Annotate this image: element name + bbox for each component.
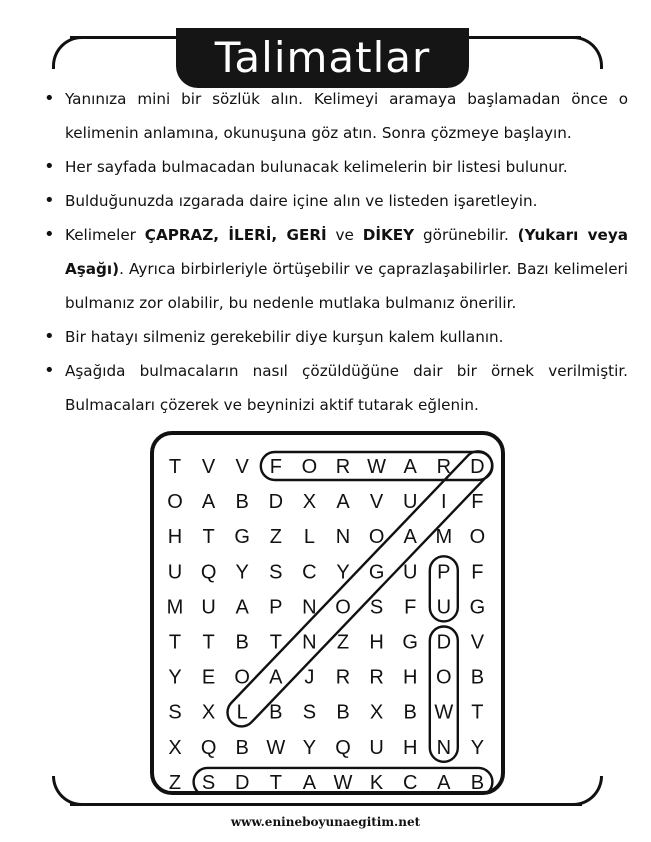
grid-letter: B xyxy=(336,701,350,724)
grid-letter: K xyxy=(369,771,384,791)
grid-letter: J xyxy=(304,666,315,689)
grid-letter: Z xyxy=(269,526,282,549)
grid-letter: Y xyxy=(302,736,317,759)
instruction-text: Bir hatayı silmeniz gerekebilir diye kurşun kalem kullanın. xyxy=(65,328,504,346)
grid-letter: A xyxy=(201,491,216,514)
grid-letter: D xyxy=(234,771,250,791)
grid-letter: H xyxy=(402,666,418,689)
grid-letter: X xyxy=(302,491,317,514)
instruction-item xyxy=(40,354,628,422)
grid-letter: L xyxy=(236,701,248,724)
grid-letter: V xyxy=(470,631,485,654)
grid-letter: V xyxy=(235,456,249,478)
grid-letter: A xyxy=(336,491,350,514)
grid-letter: O xyxy=(301,456,318,478)
frame-top-left-corner xyxy=(52,36,85,69)
grid-letter: C xyxy=(402,771,418,791)
grid-letter: T xyxy=(202,526,215,549)
grid-letter: U xyxy=(201,596,216,619)
grid-letter: H xyxy=(402,736,418,759)
instruction-text: Yanınıza mini bir sözlük alın. Kelimeyi aramaya başlamadan önce o kelimenin anlamına, okunuşuna göz atın. Sonra çözmeye başlayın. xyxy=(65,90,628,142)
grid-letter: U xyxy=(402,491,418,514)
grid-letter: A xyxy=(302,771,317,791)
grid-letter: Y xyxy=(168,666,182,689)
instruction-text: görünebilir. xyxy=(414,226,518,244)
grid-letter: E xyxy=(201,666,216,689)
instruction-text: . Ayrıca birbirleriyle örtüşebilir ve çaprazlaşabilirler. Bazı kelimeleri bulmanız zor olabilir, bu nedenle mutlaka bulmanız önerilir. xyxy=(65,260,628,312)
grid-letter: B xyxy=(235,491,249,514)
instruction-item xyxy=(40,218,628,320)
grid-letter: W xyxy=(367,456,387,478)
grid-letter: U xyxy=(167,561,183,584)
grid-letter: C xyxy=(302,561,317,584)
frame-top-right-line xyxy=(467,36,581,39)
grid-letter: X xyxy=(168,736,182,759)
grid-letter: R xyxy=(335,456,351,478)
word-search-grid xyxy=(150,431,505,795)
grid-letter: N xyxy=(302,631,317,654)
instruction-text: ve xyxy=(326,226,363,244)
grid-letter: X xyxy=(369,701,384,724)
grid-letter: B xyxy=(269,701,283,724)
instruction-bold-text: (Yukarı veya Aşağı) xyxy=(65,226,628,278)
grid-letter: N xyxy=(436,736,452,759)
instruction-bold-text: DİKEY xyxy=(362,226,415,244)
grid-letter: U xyxy=(369,736,384,759)
instruction-text: Her sayfada bulmacadan bulunacak kelimelerin bir listesi bulunur. xyxy=(65,158,568,176)
grid-letter: R xyxy=(436,456,452,478)
grid-letter: O xyxy=(167,491,183,514)
frame-bottom-left-corner xyxy=(52,776,85,806)
grid-letter: Z xyxy=(168,771,182,791)
grid-letter: D xyxy=(436,631,452,654)
grid-letter: D xyxy=(268,491,284,514)
found-word-outline xyxy=(222,445,498,732)
grid-letter: X xyxy=(201,701,216,724)
grid-letter: G xyxy=(234,526,250,549)
grid-letter: Z xyxy=(336,631,350,654)
grid-letter: R xyxy=(369,666,384,689)
grid-letter: L xyxy=(303,526,315,549)
frame-top-left-line xyxy=(70,36,178,39)
page-title: Talimatlar xyxy=(214,33,431,82)
instruction-list xyxy=(40,82,628,422)
grid-letter: Y xyxy=(235,561,249,584)
grid-letter: A xyxy=(403,456,417,478)
grid-letter: Y xyxy=(470,736,485,759)
word-search-svg xyxy=(154,435,501,791)
grid-letter: O xyxy=(335,596,351,619)
instruction-bold-text: ÇAPRAZ, İLERİ, GERİ xyxy=(144,226,327,244)
instruction-item xyxy=(40,320,628,354)
instruction-text: Bulduğunuzda ızgarada daire içine alın ve listeden işaretleyin. xyxy=(65,192,538,210)
grid-letter: Q xyxy=(200,736,217,759)
instruction-item xyxy=(40,82,628,150)
grid-letter: H xyxy=(167,526,183,549)
grid-letter: V xyxy=(201,456,216,478)
grid-letter: W xyxy=(434,701,454,724)
grid-letter: T xyxy=(202,631,215,654)
grid-letter: O xyxy=(436,666,452,689)
grid-letter: D xyxy=(470,456,485,478)
grid-letter: B xyxy=(403,701,417,724)
grid-letter: S xyxy=(302,701,317,724)
grid-letter: F xyxy=(269,456,282,478)
grid-letter: M xyxy=(435,526,453,549)
grid-letter: S xyxy=(269,561,283,584)
grid-letter: V xyxy=(369,491,384,514)
frame-bottom-line xyxy=(70,803,582,806)
grid-letter: P xyxy=(269,596,283,619)
instruction-text: Aşağıda bulmacaların nasıl çözüldüğüne dair bir örnek verilmiştir. Bulmacaları çözerek ve beyninizi aktif tutarak eğlenin. xyxy=(65,362,628,414)
grid-letter: U xyxy=(402,561,418,584)
instruction-text: Kelimeler xyxy=(65,226,145,244)
grid-letter: F xyxy=(471,491,484,514)
grid-letter: T xyxy=(269,771,282,791)
grid-letter: R xyxy=(335,666,351,689)
grid-letter: A xyxy=(235,596,249,619)
grid-letter: Q xyxy=(335,736,351,759)
grid-letter: S xyxy=(168,701,182,724)
footer-url: www.enineboyunaegitim.net xyxy=(230,815,421,829)
grid-letter: G xyxy=(402,631,418,654)
frame-top-right-corner xyxy=(570,36,603,69)
grid-letter: U xyxy=(436,596,452,619)
frame-bottom-right-corner xyxy=(570,776,603,806)
instruction-item xyxy=(40,150,628,184)
grid-letter: B xyxy=(235,736,249,759)
grid-letter: N xyxy=(335,526,351,549)
grid-letter: O xyxy=(234,666,250,689)
grid-letter: G xyxy=(368,561,385,584)
grid-letter: N xyxy=(302,596,317,619)
grid-letter: T xyxy=(168,631,182,654)
grid-letter: S xyxy=(369,596,384,619)
grid-letter: G xyxy=(469,596,486,619)
grid-letter: H xyxy=(369,631,384,654)
grid-letter: B xyxy=(235,631,249,654)
grid-letter: B xyxy=(470,666,485,689)
grid-letter: A xyxy=(269,666,283,689)
grid-letter: M xyxy=(166,596,184,619)
grid-letter: S xyxy=(201,771,216,791)
grid-letter: O xyxy=(469,526,486,549)
grid-letter: F xyxy=(471,561,484,584)
grid-letter: F xyxy=(404,596,417,619)
grid-letter: A xyxy=(403,526,417,549)
grid-letter: T xyxy=(471,701,484,724)
grid-letter: A xyxy=(437,771,451,791)
grid-letter: W xyxy=(333,771,353,791)
grid-letter: T xyxy=(269,631,282,654)
grid-letter: I xyxy=(441,491,447,514)
grid-letter: Q xyxy=(200,561,217,584)
grid-letter: P xyxy=(437,561,451,584)
grid-letter: Y xyxy=(336,561,350,584)
instruction-item xyxy=(40,184,628,218)
grid-letter: T xyxy=(168,456,182,478)
grid-letter: B xyxy=(470,771,485,791)
grid-letter: O xyxy=(368,526,385,549)
grid-letter: W xyxy=(266,736,286,759)
